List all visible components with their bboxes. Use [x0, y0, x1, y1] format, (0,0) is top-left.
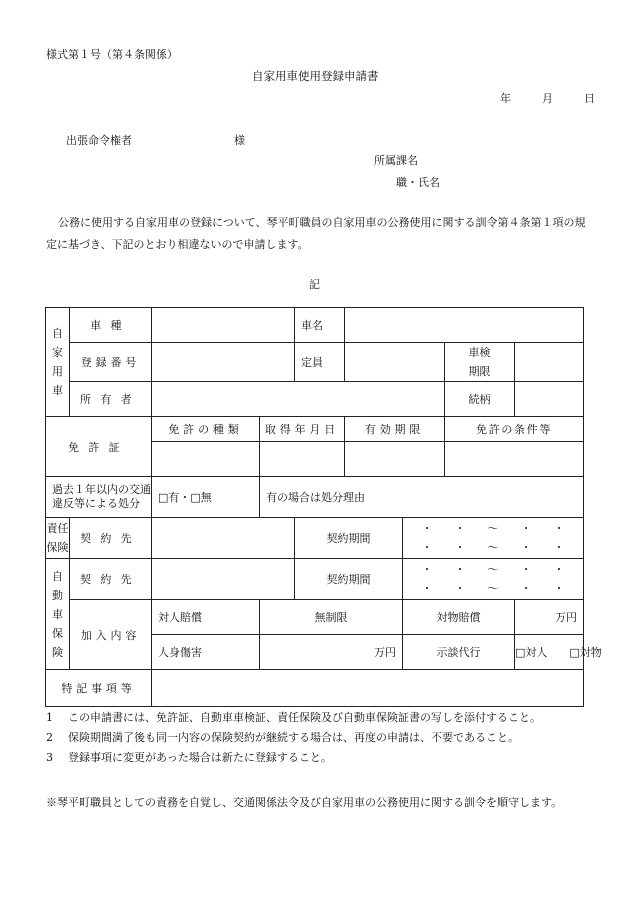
note-item: 3 登録事項に変更があった場合は新たに登録すること。	[46, 751, 332, 764]
page-title: 自家用車使用登録申請書	[252, 69, 379, 83]
relation-value[interactable]	[515, 382, 584, 417]
bodily-liability-label: 対人賠償	[152, 600, 260, 635]
owner-value[interactable]	[152, 382, 445, 417]
liability-period-marks-2: ・ ・ ～ ・ ・	[421, 541, 565, 554]
liability-period-value[interactable]	[403, 518, 584, 559]
remarks-label: 特記事項等	[46, 670, 152, 707]
vehicle-type-value[interactable]	[152, 308, 295, 343]
date-year: 年	[500, 92, 511, 105]
valid-period-label: 有効期限	[345, 417, 445, 442]
acquired-date-label: 取得年月日	[260, 417, 345, 442]
liability-period-label: 契約期間	[295, 518, 403, 559]
date-day: 日	[584, 92, 595, 105]
form-number: 様式第１号（第４条関係）	[46, 48, 178, 61]
note-item: 1 この申請書には、免許証、自動車車検証、責任保険及び自動車保険証書の写しを添付すること。	[46, 711, 541, 724]
liability-period-marks-1: ・ ・ ～ ・ ・	[421, 522, 565, 535]
notes-list	[46, 708, 541, 768]
application-table	[45, 307, 602, 707]
coverage-label: 加入内容	[70, 600, 152, 670]
auto-insurance-label: 自 動 車 保 険	[46, 559, 70, 670]
settlement-label: 示談代行	[403, 635, 515, 670]
settlement-options[interactable]: □対人 □対物	[515, 635, 584, 670]
body-text: 公務に使用する自家用車の登録について、琴平町職員の自家用車の公務使用に関する訓令第４条第１項の規定に基づき、下記のとおり相違ないので申請します。	[46, 216, 586, 251]
reg-number-label: 登録番号	[70, 343, 152, 382]
capacity-label: 定員	[295, 343, 345, 382]
commander-label: 出張命令権者	[66, 134, 132, 147]
property-liability-value: 万円	[515, 600, 584, 635]
personal-injury-label: 人身傷害	[152, 635, 260, 670]
liability-label: 責任 保険	[46, 518, 70, 559]
auto-period-marks-2: ・ ・ ～ ・ ・	[421, 582, 565, 595]
valid-period-value[interactable]	[345, 442, 445, 477]
conditions-value[interactable]	[445, 442, 584, 477]
ki-label: 記	[309, 278, 320, 291]
position-name-label: 職・氏名	[396, 176, 440, 189]
conditions-label: 免許の条件等	[445, 417, 584, 442]
violation-options[interactable]: □有・□無	[152, 477, 260, 518]
acquired-date-value[interactable]	[260, 442, 345, 477]
car-name-label: 車名	[295, 308, 345, 343]
liability-contractor-value[interactable]	[152, 518, 295, 559]
liability-contractor-label: 契約先	[70, 518, 152, 559]
relation-label: 続柄	[445, 382, 515, 417]
date-month: 月	[542, 92, 553, 105]
license-type-label: 免許の種類	[152, 417, 260, 442]
auto-contractor-label: 契約先	[70, 559, 152, 600]
personal-injury-value: 万円	[260, 635, 403, 670]
capacity-value[interactable]	[345, 343, 445, 382]
license-type-value[interactable]	[152, 442, 260, 477]
auto-period-marks-1: ・ ・ ～ ・ ・	[421, 563, 565, 576]
vehicle-group-label: 自 家 用 車	[46, 308, 70, 417]
note-item: 2 保険期間満了後も同一内容の保険契約が継続する場合は、再度の申請は、不要であること。	[46, 731, 519, 744]
car-name-value[interactable]	[345, 308, 584, 343]
owner-label: 所有者	[70, 382, 152, 417]
inspection-value[interactable]	[515, 343, 584, 382]
pledge-text: ※琴平町職員としての責務を自覚し、交通関係法令及び自家用車の公務使用に関する訓令を順守します。	[46, 796, 563, 809]
violations-label: 過去１年以内の交通違反等による処分	[46, 477, 152, 518]
auto-period-label: 契約期間	[295, 559, 403, 600]
license-label: 免許証	[46, 417, 152, 477]
auto-contractor-value[interactable]	[152, 559, 295, 600]
auto-period-value[interactable]	[403, 559, 584, 600]
property-liability-label: 対物賠償	[403, 600, 515, 635]
bodily-liability-value: 無制限	[260, 600, 403, 635]
date-line	[500, 90, 595, 106]
vehicle-type-label: 車種	[70, 308, 152, 343]
remarks-value[interactable]	[152, 670, 584, 707]
violation-note: 有の場合は処分理由	[260, 477, 584, 518]
department-label: 所属課名	[374, 154, 418, 167]
reg-number-value[interactable]	[152, 343, 295, 382]
sama-label: 様	[234, 134, 245, 147]
inspection-label: 車検 期限	[445, 343, 515, 382]
